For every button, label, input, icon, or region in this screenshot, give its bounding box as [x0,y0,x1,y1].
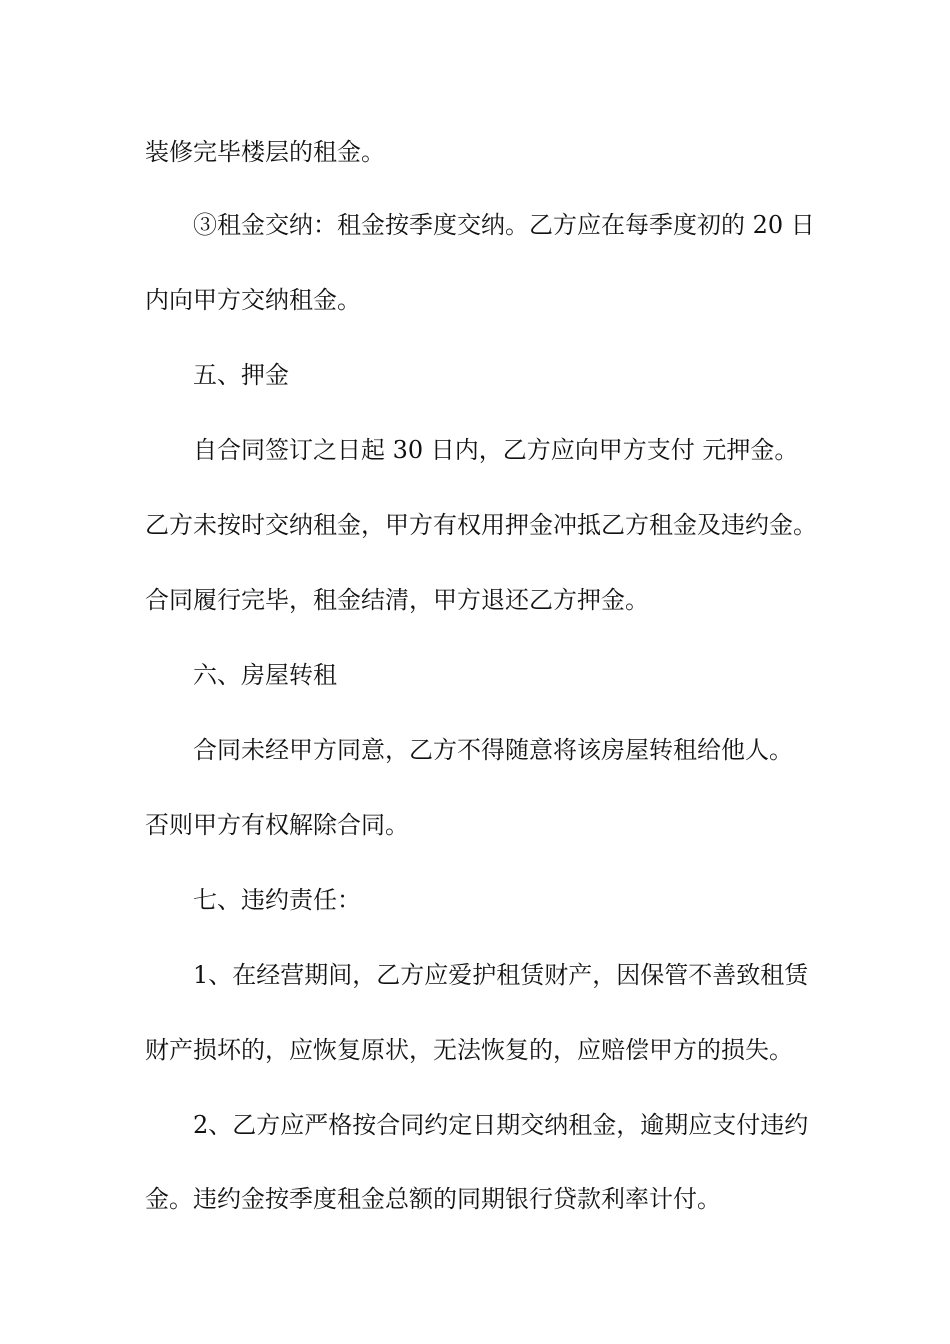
text-line: 2、乙方应严格按合同约定日期交纳租金，逾期应支付违约 [193,1111,809,1139]
text-line: 自合同签订之日起 30 日内，乙方应向甲方支付 元押金。 [193,436,799,464]
text-line: 合同未经甲方同意，乙方不得随意将该房屋转租给他人。 [193,736,793,764]
text-line: 否则甲方有权解除合同。 [145,811,409,839]
text-line: 装修完毕楼层的租金。 [145,138,385,166]
text-line: 金。违约金按季度租金总额的同期银行贷款利率计付。 [145,1185,721,1213]
section-heading: 七、违约责任： [193,886,361,914]
text-line: 内向甲方交纳租金。 [145,286,361,314]
text-line: 乙方未按时交纳租金，甲方有权用押金冲抵乙方租金及违约金。 [145,511,817,539]
text-line: ③租金交纳：租金按季度交纳。乙方应在每季度初的 20 日 [193,211,815,239]
section-heading: 六、房屋转租 [193,661,337,689]
section-heading: 五、押金 [193,361,289,389]
text-line: 1、在经营期间，乙方应爱护租赁财产，因保管不善致租赁 [193,961,809,989]
text-line: 合同履行完毕，租金结清，甲方退还乙方押金。 [145,586,649,614]
text-line: 财产损坏的，应恢复原状，无法恢复的，应赔偿甲方的损失。 [145,1036,793,1064]
